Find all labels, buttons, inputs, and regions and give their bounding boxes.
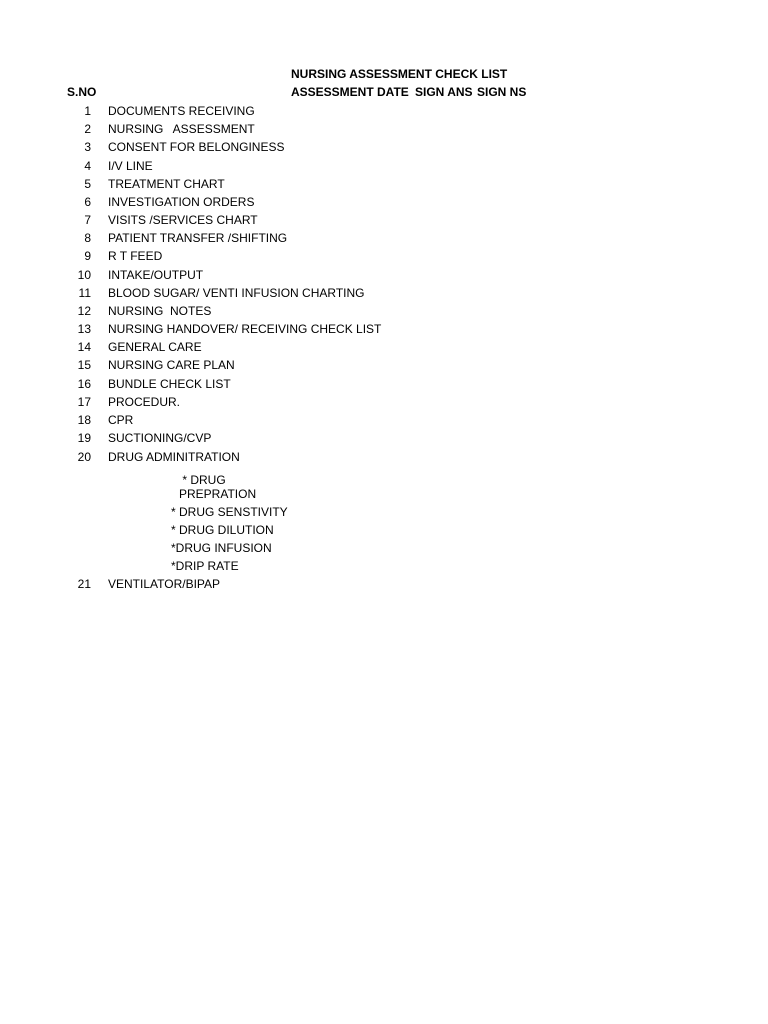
drug-subitem: *DRUG INFUSION <box>171 541 272 555</box>
list-item <box>0 320 768 338</box>
item-number: 1 <box>84 104 91 118</box>
item-number: 21 <box>77 577 91 591</box>
item-number: 12 <box>77 304 91 318</box>
item-label: CPR <box>108 413 134 427</box>
drug-subitem: *DRIP RATE <box>171 559 239 573</box>
item-number: 17 <box>77 395 91 409</box>
list-item <box>0 448 768 466</box>
item-label: TREATMENT CHART <box>108 177 225 191</box>
item-label: NURSING CARE PLAN <box>108 358 235 372</box>
item-number: 16 <box>77 377 91 391</box>
item-number: 19 <box>77 431 91 445</box>
item-number: 11 <box>78 286 91 300</box>
item-label: GENERAL CARE <box>108 340 202 354</box>
item-label: PATIENT TRANSFER /SHIFTING <box>108 231 288 245</box>
item-number: 8 <box>84 231 91 245</box>
item-number: 2 <box>84 122 91 136</box>
list-item <box>0 229 768 247</box>
item-label: NURSING ASSESSMENT <box>108 122 255 136</box>
item-number: 14 <box>77 340 91 354</box>
item-label: BUNDLE CHECK LIST <box>108 377 231 391</box>
list-item <box>0 157 768 175</box>
item-label: CONSENT FOR BELONGINESS <box>108 140 285 154</box>
item-number: 20 <box>77 450 91 464</box>
item-label: R T FEED <box>108 249 163 263</box>
list-item <box>0 429 768 447</box>
list-item <box>0 211 768 229</box>
item-label: NURSING HANDOVER/ RECEIVING CHECK LIST <box>108 322 382 336</box>
list-item <box>0 302 768 320</box>
page-title: NURSING ASSESSMENT CHECK LIST <box>291 67 508 81</box>
item-label: INTAKE/OUTPUT <box>108 268 204 282</box>
list-item <box>0 266 768 284</box>
item-label: DRUG ADMINITRATION <box>108 450 240 464</box>
item-label: BLOOD SUGAR/ VENTI INFUSION CHARTING <box>108 286 365 300</box>
drug-subitem: * DRUG PREPRATION <box>179 473 257 501</box>
list-item <box>0 338 768 356</box>
item-number: 5 <box>84 177 91 191</box>
item-number: 18 <box>77 413 91 427</box>
item-number: 7 <box>84 213 91 227</box>
item-number: 10 <box>77 268 91 282</box>
item-number: 4 <box>84 159 91 173</box>
item-label: VISITS /SERVICES CHART <box>108 213 258 227</box>
list-item <box>0 120 768 138</box>
item-number: 9 <box>84 249 91 263</box>
list-item <box>0 247 768 265</box>
item-label: PROCEDUR. <box>108 395 181 409</box>
list-item <box>0 393 768 411</box>
drug-subitem: * DRUG DILUTION <box>171 523 274 537</box>
item-label: VENTILATOR/BIPAP <box>108 577 221 591</box>
list-item <box>0 411 768 429</box>
list-item <box>0 175 768 193</box>
drug-subitem: * DRUG SENSTIVITY <box>171 505 288 519</box>
column-header-sign-ns: SIGN NS <box>477 85 527 99</box>
column-header-assessment-date: ASSESSMENT DATE <box>291 85 409 99</box>
item-label: INVESTIGATION ORDERS <box>108 195 255 209</box>
item-number: 6 <box>84 195 91 209</box>
list-item <box>0 102 768 120</box>
item-number: 15 <box>77 358 91 372</box>
list-item <box>0 138 768 156</box>
list-item <box>0 575 768 593</box>
item-number: 13 <box>77 322 91 336</box>
list-item <box>0 375 768 393</box>
item-label: DOCUMENTS RECEIVING <box>108 104 255 118</box>
item-label: SUCTIONING/CVP <box>108 431 212 445</box>
list-item <box>0 284 768 302</box>
column-header-sno: S.NO <box>67 85 97 99</box>
item-label: I/V LINE <box>108 159 153 173</box>
list-item <box>0 356 768 374</box>
item-number: 3 <box>84 140 91 154</box>
item-label: NURSING NOTES <box>108 304 212 318</box>
list-item <box>0 193 768 211</box>
column-header-sign-ans: SIGN ANS <box>415 85 473 99</box>
